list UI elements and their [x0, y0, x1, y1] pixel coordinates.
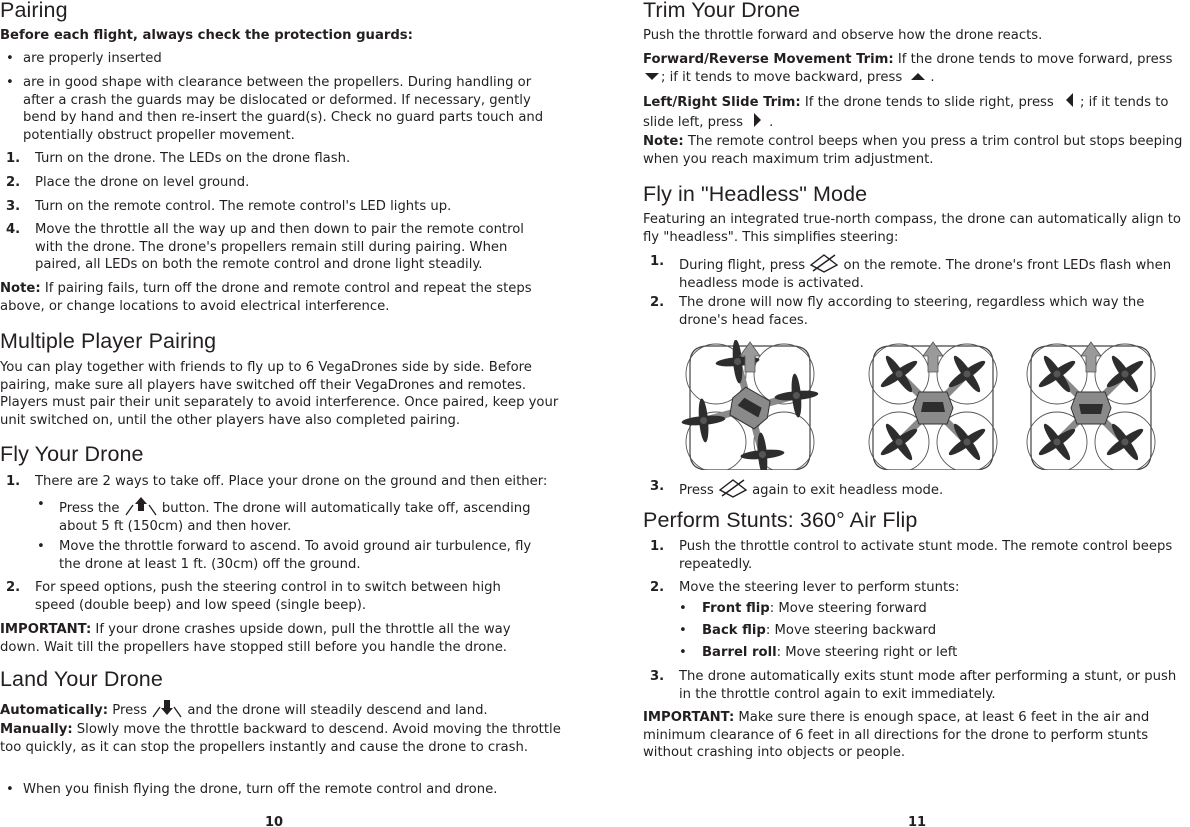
pairing-subhead: Before each flight, always check the protection guards:: [0, 28, 413, 43]
stunts-step-2: 2. Move the steering lever to perform stunts:: [650, 580, 960, 595]
trim-left-arrow-icon: [1058, 92, 1080, 108]
drone-rotated-illustration: [675, 340, 824, 470]
trim-left-right: Left/Right Slide Trim: If the drone tends to slide right, press ; if it tends to slide left, press .: [643, 92, 1190, 131]
fly-sub-2: • Move the throttle forward to ascend. To avoid ground air turbulence, fly the drone at least 1 ft. (30cm) off the ground.: [0, 538, 556, 573]
fly-heading: Fly Your Drone: [0, 442, 144, 466]
headless-drone-illustrations: [643, 340, 1190, 470]
fly-important: IMPORTANT: If your drone crashes upside down, pull the throttle all the way down. Wait till the propellers have stopped still before you handle the drone.: [0, 622, 511, 655]
stunts-sub-back-flip: • Back flip: Move steering backward: [643, 622, 1190, 640]
multi-player-heading: Multiple Player Pairing: [0, 329, 217, 353]
pairing-step-2: 2. Place the drone on level ground.: [6, 175, 250, 190]
headless-step-1: 1. During flight, press on the remote. The drone's front LEDs flash when headless mode is activated.: [650, 254, 1172, 291]
trim-note: Note: The remote control beeps when you press a trim control but stops beeping when you reach maximum trim adjustment.: [643, 134, 1183, 167]
pairing-note: Note: If pairing fails, turn off the drone and remote control and repeat the steps above, or change locations to avoid electrical interference.: [0, 281, 532, 314]
stunts-sub-barrel-roll: • Barrel roll: Move steering right or left: [643, 644, 1190, 662]
headless-step-2: 2. The drone will now fly according to steering, regardless which way the drone's head faces.: [650, 295, 1145, 328]
headless-intro: Featuring an integrated true-north compass, the drone can automatically align to fly "headless". This simplifies steering:: [643, 212, 1182, 245]
land-manual: Manually: Slowly move the throttle backward to descend. Avoid moving the throttle too quickly, as it can stop the propellers instantly and cause the drone to crash.: [0, 722, 561, 755]
land-auto: Automatically: Press and the drone will steadily descend and land.: [0, 698, 566, 720]
multi-player-text: You can play together with friends to fly up to 6 VegaDrones side by side. Before pairing, make sure all players have switched off their VegaDrones and remotes. Players must pair their unit separately to avoid interference. Once paired, keep your unit switched on, until the other players have also completed pairing.: [0, 360, 559, 428]
headless-heading: Fly in "Headless" Mode: [643, 182, 868, 206]
land-heading: Land Your Drone: [0, 667, 163, 691]
land-bullet: • When you finish flying the drone, turn off the remote control and drone.: [0, 781, 566, 799]
pairing-heading: Pairing: [0, 0, 68, 22]
trim-up-arrow-icon: [906, 70, 930, 82]
pairing-bullet-1: • are properly inserted: [0, 50, 566, 68]
page-number-right: 11: [908, 815, 927, 827]
drone-forward-illustration: [869, 342, 997, 470]
land-button-icon: [151, 698, 183, 718]
drone-reverse-illustration: [1027, 342, 1155, 470]
stunts-sub-front-flip: • Front flip: Move steering forward: [643, 600, 1190, 618]
trim-down-arrow-icon: [643, 70, 661, 82]
trim-heading: Trim Your Drone: [643, 0, 801, 22]
stunts-step-3: 3. The drone automatically exits stunt mode after performing a stunt, or push in the throttle control again to exit immediately.: [650, 669, 1177, 702]
stunts-step-1: 1. Push the throttle control to activate stunt mode. The remote control beeps repeatedly.: [650, 539, 1173, 572]
pairing-step-3: 3. Turn on the remote control. The remote control's LED lights up.: [6, 199, 452, 214]
pairing-step-4: 4. Move the throttle all the way up and then down to pair the remote control with the drone. The drone's propellers remain still during pairing. When paired, all LEDs on both the remote control and drone light steadily.: [6, 222, 524, 273]
fly-step-1: 1. There are 2 ways to take off. Place your drone on the ground and then either:: [6, 474, 548, 489]
headless-mode-icon: [809, 253, 839, 273]
headless-step-3: 3. Press again to exit headless mode.: [650, 479, 944, 498]
pairing-bullet-2: • are in good shape with clearance between the propellers. During handling or after a crash the guards may be dislocated or deformed. If necessary, gently bend by hand and then re-insert the guard(s). Check no guard parts touch and potentially obstruct propeller movement.: [0, 74, 566, 144]
fly-step-2: 2. For speed options, push the steering control in to switch between high speed (double beep) and low speed (single beep).: [6, 580, 501, 613]
stunts-heading: Perform Stunts: 360° Air Flip: [643, 508, 918, 532]
fly-sub-1: • Press the button. The drone will automatically take off, ascending about 5 ft (150cm) and then hover.: [0, 496, 556, 535]
trim-forward-reverse: Forward/Reverse Movement Trim: If the drone tends to move forward, press ; if it tends to move backward, press .: [643, 52, 1173, 85]
headless-mode-icon-exit: [718, 478, 748, 498]
trim-intro: Push the throttle forward and observe how the drone reacts.: [643, 28, 1043, 43]
trim-right-arrow-icon: [747, 112, 769, 128]
pairing-step-1: 1. Turn on the drone. The LEDs on the drone flash.: [6, 151, 351, 166]
page-number-left: 10: [265, 815, 284, 827]
stunts-important: IMPORTANT: Make sure there is enough space, at least 6 feet in the air and minimum clearance of 6 feet in all directions for the drone to perform stunts without crashing into objects or people.: [643, 710, 1150, 761]
takeoff-button-icon: [124, 496, 158, 516]
